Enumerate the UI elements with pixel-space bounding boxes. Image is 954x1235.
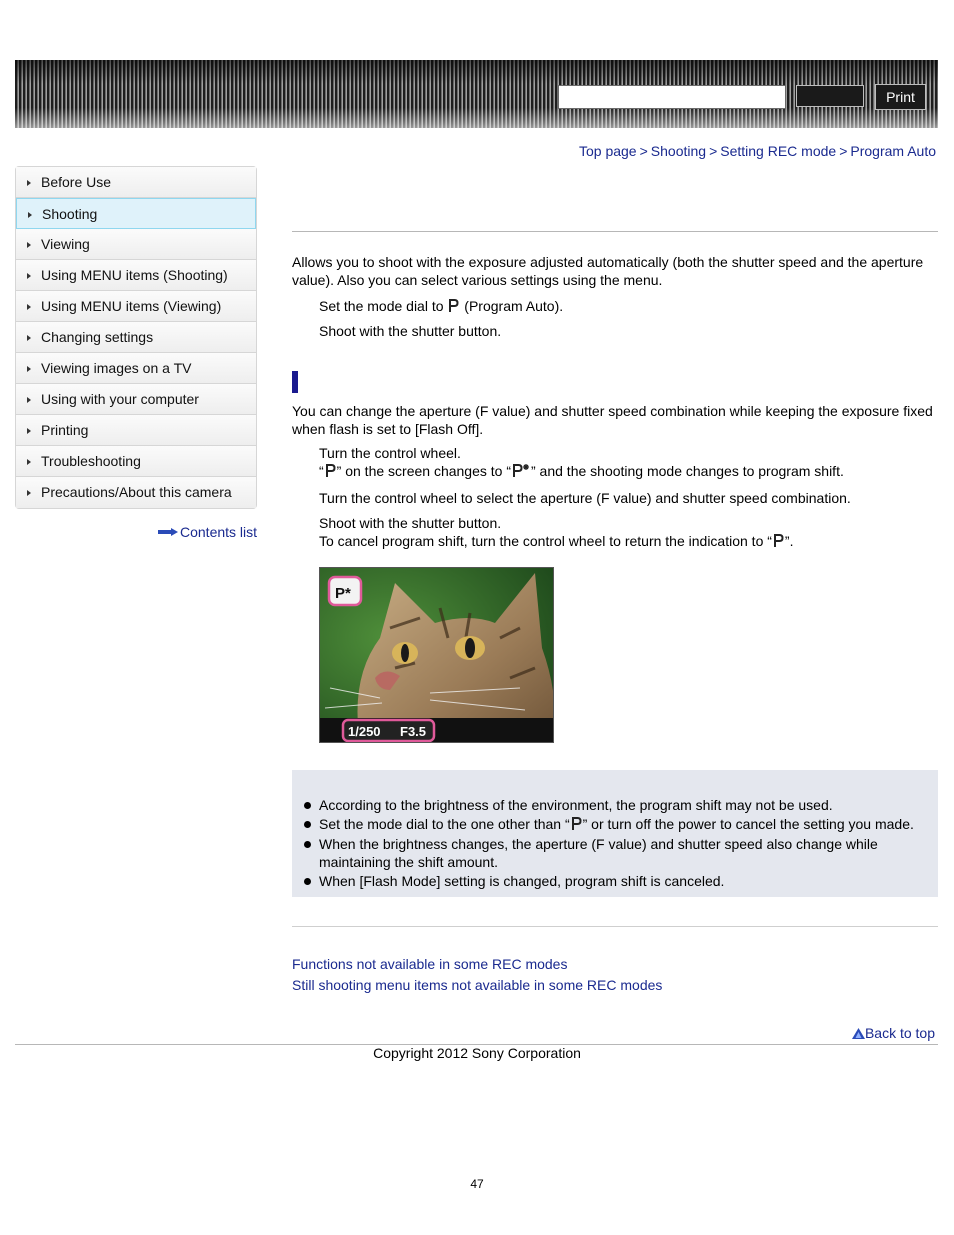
shift-step-3: Shoot with the shutter button. [319,515,502,531]
step-text: (Program Auto). [460,298,564,314]
back-to-top-link[interactable] [852,1025,935,1041]
back-to-top-label: Back to top [864,1025,935,1041]
sidebar-item-viewing-tv[interactable] [16,353,256,384]
cat-photo [320,568,553,742]
program-shift-badge: P* [335,585,351,602]
sidebar-item-before-use[interactable] [16,167,256,198]
sidebar-item-menu-shooting[interactable] [16,260,256,291]
sidebar-item-label: Changing settings [41,329,154,345]
shift-intro-text: You can change the aperture (F value) and shutter speed combination while keeping the exposure fixed when flash is set to [Flash Off]. [292,403,933,437]
aperture-readout: F3.5 [400,724,427,739]
step-text: ” on the screen changes to “ [336,463,511,479]
breadcrumb [579,143,936,159]
related-link-functions[interactable]: Functions not available in some REC modes [292,956,568,972]
note-text: When [Flash Mode] setting is changed, program shift is canceled. [319,873,725,889]
bullet-icon [304,878,311,885]
note-text: ” or turn off the power to cancel the setting you made. [582,816,914,832]
arrow-right-icon [27,242,31,248]
contents-list-label: Contents list [180,524,258,540]
sidebar-item-changing-settings[interactable] [16,322,256,353]
page-number: 47 [470,1177,484,1191]
shift-step-2: Turn the control wheel to select the aperture (F value) and shutter speed combination. [319,490,851,506]
section-heading-marker [292,371,298,393]
note-item [319,796,929,814]
sidebar-item-label: Shooting [42,206,98,222]
sidebar-item-viewing[interactable] [16,229,256,260]
arrow-right-icon [27,273,31,279]
breadcrumb-setting-rec-mode[interactable]: Setting REC mode [720,143,837,159]
arrow-right-icon [27,459,31,465]
search-input[interactable] [558,85,786,109]
program-auto-icon [448,298,459,313]
breadcrumb-shooting[interactable]: Shooting [650,143,707,159]
bullet-icon [304,821,311,828]
breadcrumb-separator: > [639,143,648,159]
sidebar-item-precautions[interactable] [16,477,256,508]
step-text: ” and the shooting mode changes to program shift. [531,463,844,479]
related-link-menu-items[interactable]: Still shooting menu items not available in some REC modes [292,977,663,993]
sidebar-item-printing[interactable] [16,415,256,446]
note-text: When the brightness changes, the aperture (F value) and shutter speed also change while maintaining the shift amount. [319,836,878,870]
breadcrumb-program-auto[interactable]: Program Auto [850,143,936,159]
breadcrumb-separator: > [709,143,718,159]
program-auto-icon [325,463,336,478]
step-2: Shoot with the shutter button. [319,323,502,339]
breadcrumb-top-page[interactable]: Top page [578,143,637,159]
program-auto-icon [571,816,582,831]
arrow-right-icon [27,304,31,310]
sidebar-nav [15,166,257,509]
note-item [319,835,929,871]
arrow-right-icon [158,528,178,536]
shift-step-1: Turn the control wheel. [319,445,461,461]
sidebar-item-label: Using MENU items (Viewing) [41,298,222,314]
arrow-right-icon [27,335,31,341]
shutter-speed-readout: 1/250 [348,724,381,739]
bullet-icon [304,802,311,809]
arrow-right-icon [27,180,31,186]
related-divider [292,926,938,927]
note-text: According to the brightness of the environment, the program shift may not be used. [319,797,833,813]
sidebar-item-label: Before Use [41,174,112,190]
sidebar-item-label: Viewing images on a TV [41,360,192,376]
arrow-right-icon [27,428,31,434]
sidebar-item-label: Printing [41,422,89,438]
sidebar-item-label: Using MENU items (Shooting) [41,267,228,283]
title-divider [292,231,938,232]
breadcrumb-separator: > [839,143,848,159]
sidebar-item-computer[interactable] [16,384,256,415]
arrow-right-icon [27,490,31,496]
intro-text: Allows you to shoot with the exposure adjusted automatically (both the shutter speed and the aperture value). Also you can select various settings using the menu. [292,254,924,288]
copyright: Copyright 2012 Sony Corporation [373,1045,581,1061]
sidebar-item-label: Using with your computer [41,391,199,407]
shift-step-1-detail [319,462,844,480]
step-text: To cancel program shift, turn the control wheel to return the indication to “ [319,533,772,549]
sidebar-item-label: Precautions/About this camera [41,484,232,500]
contents-list-link[interactable] [158,524,257,540]
print-button[interactable]: Print [875,84,926,110]
arrow-right-icon [27,366,31,372]
arrow-right-icon [28,212,32,218]
sidebar-item-label: Troubleshooting [41,453,141,469]
note-item [319,815,929,833]
shift-step-3-detail [319,532,793,550]
step-text: Set the mode dial to [319,298,448,314]
sidebar-item-menu-viewing[interactable] [16,291,256,322]
step-1 [319,297,563,315]
step-text: ”. [784,533,794,549]
note-item [319,872,929,890]
step-text: “ [319,463,324,479]
program-shift-icon [512,463,530,478]
triangle-up-icon [852,1028,865,1039]
camera-screen-image [319,567,554,743]
bullet-icon [304,841,311,848]
sidebar-item-shooting[interactable] [16,198,256,229]
search-button[interactable] [796,85,864,107]
note-text: Set the mode dial to the one other than “ [319,816,570,832]
arrow-right-icon [27,397,31,403]
sidebar-item-label: Viewing [41,236,90,252]
program-auto-icon [773,533,784,548]
sidebar-item-troubleshooting[interactable] [16,446,256,477]
